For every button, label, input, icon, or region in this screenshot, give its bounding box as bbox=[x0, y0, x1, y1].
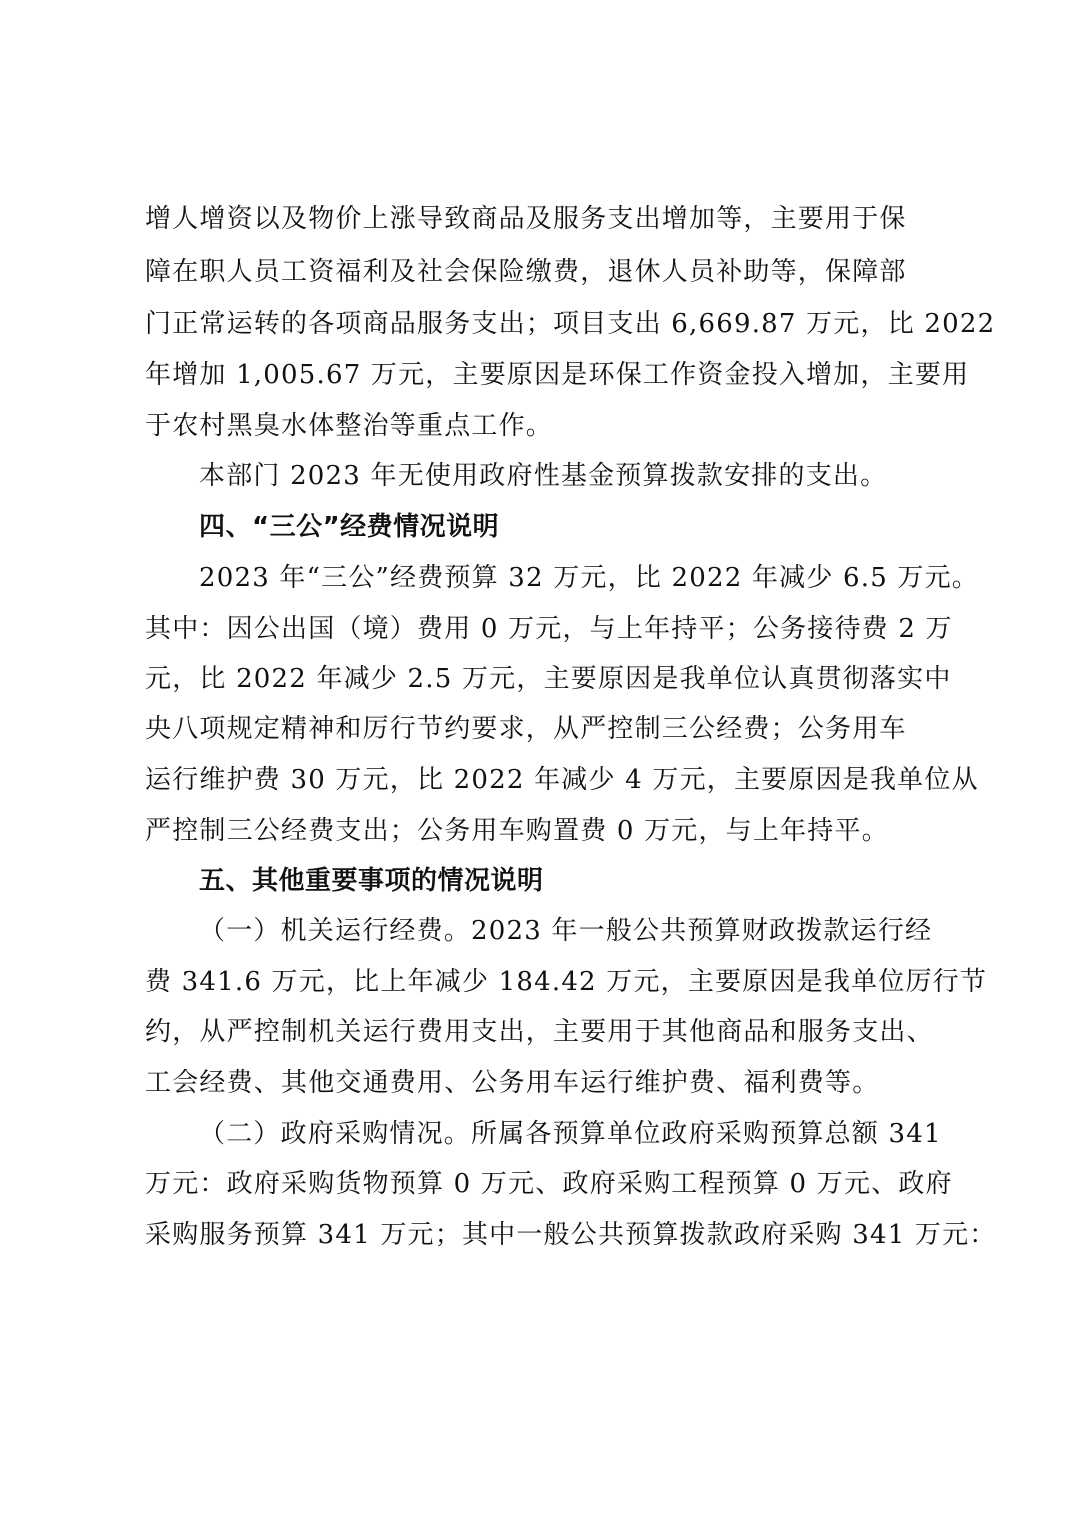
paragraph-line: 增人增资以及物价上涨导致商品及服务支出增加等，主要用于保 bbox=[145, 204, 907, 234]
paragraph-line: 运行维护费 30 万元，比 2022 年减少 4 万元，主要原因是我单位从 bbox=[145, 765, 979, 795]
paragraph-line: 于农村黑臭水体整治等重点工作。 bbox=[145, 411, 554, 441]
paragraph-line: 采购服务预算 341 万元；其中一般公共预算拨款政府采购 341 万元： bbox=[145, 1220, 997, 1250]
section-heading-three-public-funds: 四、“三公”经费情况说明 bbox=[199, 512, 500, 542]
paragraph-line: 障在职人员工资福利及社会保险缴费，退休人员补助等，保障部 bbox=[145, 257, 907, 287]
paragraph-line: 本部门 2023 年无使用政府性基金预算拨款安排的支出。 bbox=[199, 461, 888, 491]
paragraph-line: （一）机关运行经费。2023 年一般公共预算财政拨款运行经 bbox=[199, 916, 933, 946]
paragraph-line: 2023 年“三公”经费预算 32 万元，比 2022 年减少 6.5 万元。 bbox=[199, 563, 980, 593]
paragraph-line: （二）政府采购情况。所属各预算单位政府采购预算总额 341 bbox=[199, 1119, 942, 1149]
paragraph-line: 元，比 2022 年减少 2.5 万元，主要原因是我单位认真贯彻落实中 bbox=[145, 664, 952, 694]
paragraph-line: 其中：因公出国（境）费用 0 万元，与上年持平；公务接待费 2 万 bbox=[145, 614, 953, 644]
paragraph-line: 费 341.6 万元，比上年减少 184.42 万元，主要原因是我单位厉行节 bbox=[145, 967, 988, 997]
section-heading-other-matters: 五、其他重要事项的情况说明 bbox=[199, 866, 544, 896]
paragraph-line: 严控制三公经费支出；公务用车购置费 0 万元，与上年持平。 bbox=[145, 816, 889, 846]
paragraph-line: 央八项规定精神和厉行节约要求，从严控制三公经费；公务用车 bbox=[145, 714, 907, 744]
paragraph-line: 约，从严控制机关运行费用支出，主要用于其他商品和服务支出、 bbox=[145, 1017, 934, 1047]
paragraph-line: 年增加 1,005.67 万元，主要原因是环保工作资金投入增加，主要用 bbox=[145, 360, 970, 390]
paragraph-line: 工会经费、其他交通费用、公务用车运行维护费、福利费等。 bbox=[145, 1068, 880, 1098]
paragraph-line: 门正常运转的各项商品服务支出；项目支出 6,669.87 万元，比 2022 bbox=[145, 309, 996, 339]
paragraph-line: 万元：政府采购货物预算 0 万元、政府采购工程预算 0 万元、政府 bbox=[145, 1169, 953, 1199]
